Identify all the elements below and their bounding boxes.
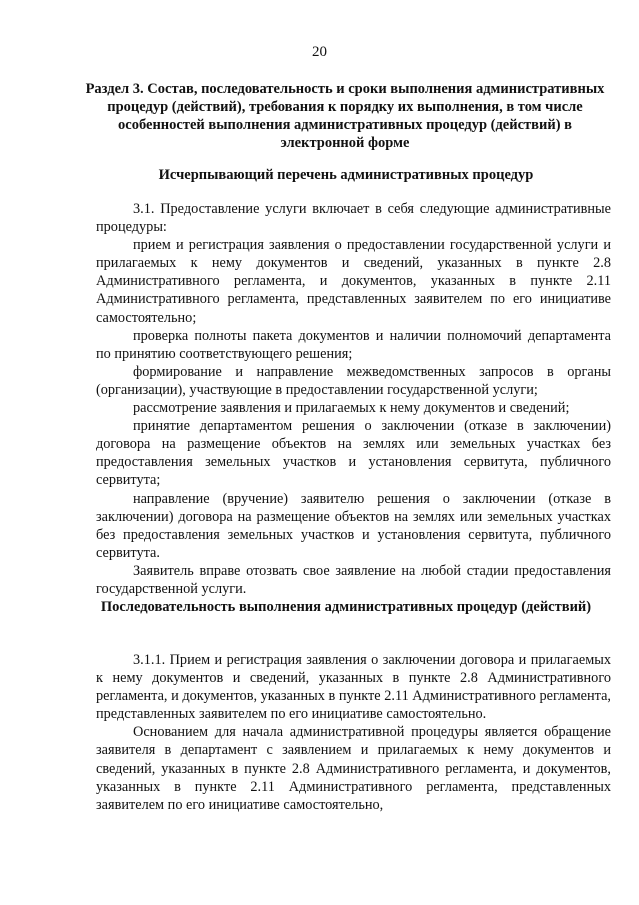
paragraph: 3.1.1. Прием и регистрация заявления о заключении договора и прилагаемых к нему документов и сведений, указанных в пункте 2.8 Административного регламента, и документов, указанных в пункте 2.11 Административного регламента, представленных заявителем по его инициативе самостоятельно.: [96, 652, 611, 723]
subheading-procedures-list: Исчерпывающий перечень административных процедур: [158, 167, 534, 183]
paragraph: принятие департаментом решения о заключении (отказе в заключении) договора на размещение объектов на землях или земельных участках без предоставления земельных участков и установления сервитута, публичного сервитута;: [96, 418, 611, 489]
paragraph: Заявитель вправе отозвать свое заявление на любой стадии предоставления государственной услуги.: [96, 562, 611, 597]
paragraph: направление (вручение) заявителю решения о заключении (отказе в заключении) договора на размещение объектов на землях или земельных участках без предоставления земельных участков и установления сервитута, публичного сервитута.: [96, 490, 611, 561]
paragraph: 3.1. Предоставление услуги включает в себя следующие административные процедуры:: [96, 201, 611, 236]
page-number: 20: [312, 44, 327, 60]
section-title: Раздел 3. Состав, последовательность и сроки выполнения административных процедур (действий), требования к порядку их выполнения, в том числе особенностей выполнения административных процедур (действий) в электронной форме: [85, 81, 605, 151]
paragraph: прием и регистрация заявления о предоставлении государственной услуги и прилагаемых к нему документов и сведений, указанных в пункте 2.8 Административного регламента, и документов, указанных в пункте 2.11 Административного регламента, представленных заявителем по его инициативе самостоятельно;: [96, 237, 611, 326]
paragraph: формирование и направление межведомственных запросов в органы (организации), участвующие в предоставлении государственной услуги;: [96, 363, 611, 398]
paragraph: Основанием для начала административной процедуры является обращение заявителя в департамент с заявлением и прилагаемых к нему документов и сведений, указанных в пункте 2.8 Административного регламента, и документов, указанных в пункте 2.11 Административного регламента, представленных заявителем по его инициативе самостоятельно,: [96, 724, 611, 813]
paragraph: рассмотрение заявления и прилагаемых к нему документов и сведений;: [133, 400, 570, 417]
procedures-list-body: [96, 200, 611, 598]
paragraph: проверка полноты пакета документов и наличии полномочий департамента по принятию соответствующего решения;: [96, 327, 611, 362]
subheading-procedure-sequence: Последовательность выполнения административных процедур (действий): [100, 599, 592, 615]
procedure-sequence-body: [96, 651, 611, 814]
